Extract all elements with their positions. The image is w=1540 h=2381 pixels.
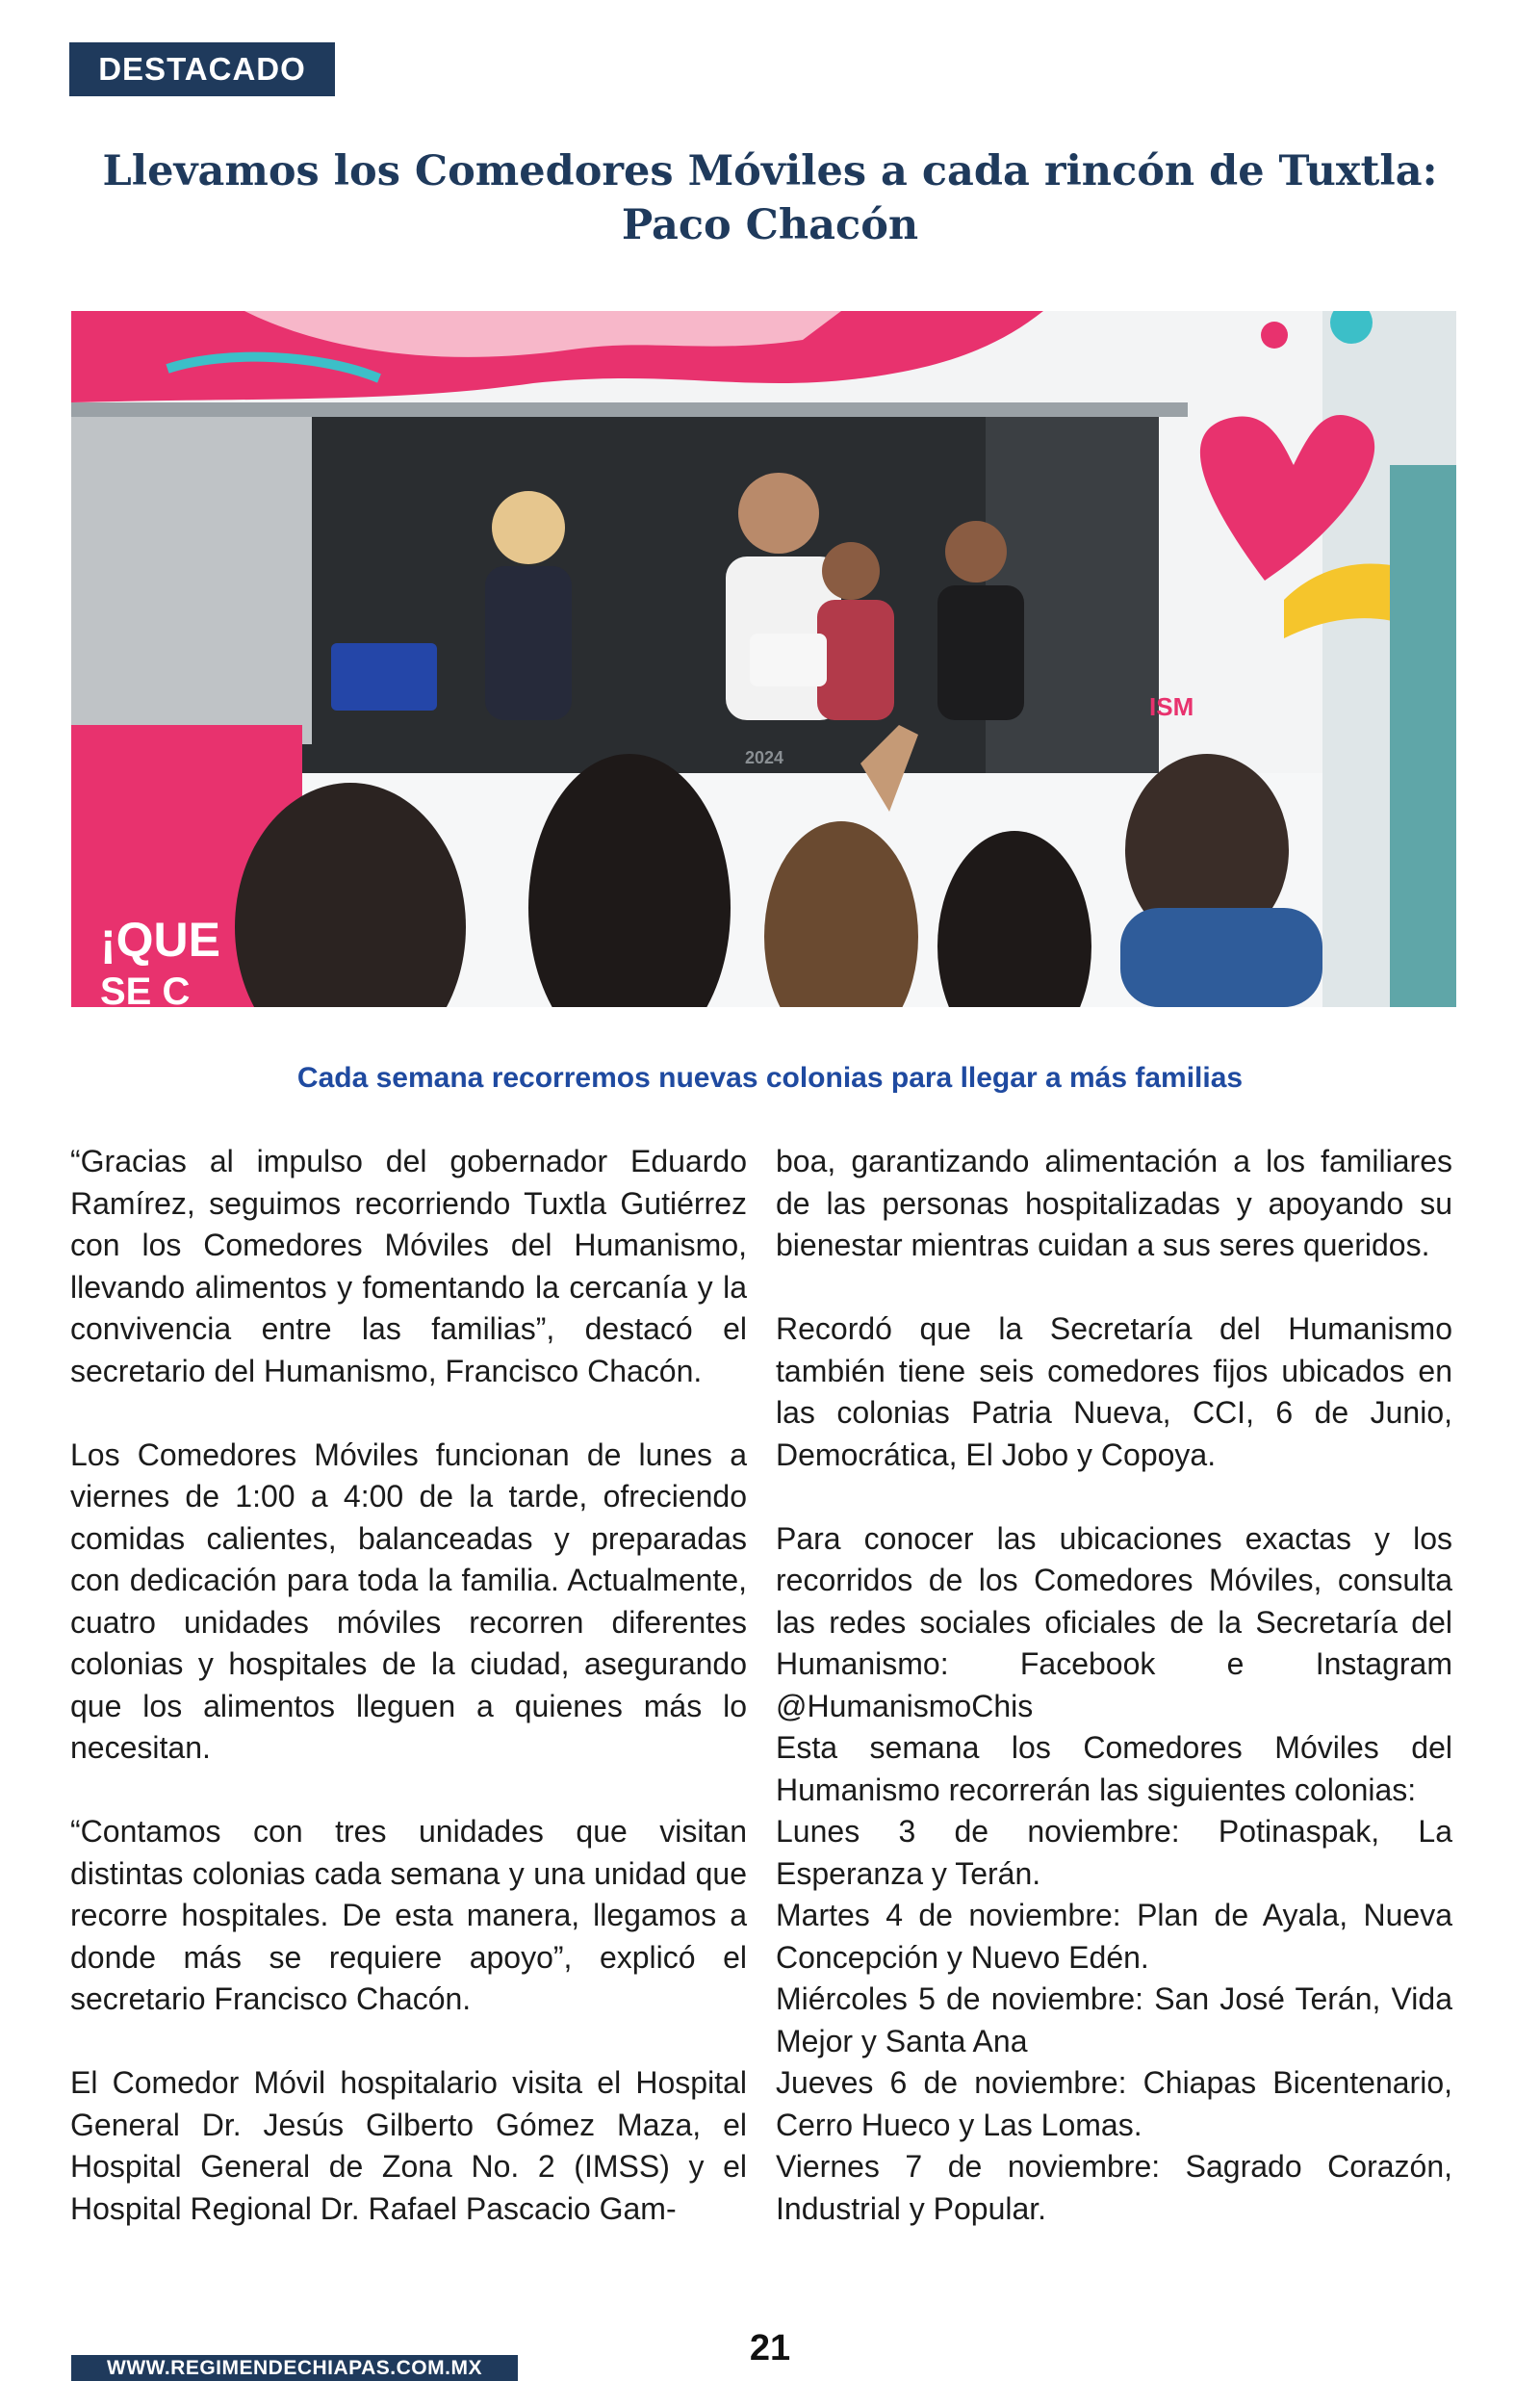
headline: Llevamos los Comedores Móviles a cada rincón de Tuxtla: Paco Chacón [102,147,1438,249]
paragraph: Recordó que la Secretaría del Humanismo también tiene seis comedores fijos ubicados en las colonias Patria Nueva, CCI, 6 de Junio, Democrática, El Jobo y Copoya. [776,1311,1452,1472]
food-truck-scene [71,311,1456,1007]
footer-url-link[interactable]: WWW.REGIMENDECHIAPAS.COM.MX [71,2355,518,2381]
paragraph: El Comedor Móvil hospitalario visita el Hospital General Dr. Jesús Gilberto Gómez Maza, el Hospital General de Zona No. 2 (IMSS) y el Hospital Regional Dr. Rafael Pascacio Gam- [70,2065,747,2226]
paragraph: “Gracias al impulso del gobernador Eduardo Ramírez, seguimos recorriendo Tuxtla Gutiérrez con los Comedores Móviles del Humanismo, llevando alimentos y fomentando la cercanía y la convivencia entre las familias”, destacó el secretario del Humanismo, Francisco Chacón. [70,1144,747,1388]
page-number: 21 [749,2328,791,2368]
photo-caption: Cada semana recorremos nuevas colonias para llegar a más familias [296,1062,1244,1094]
paragraph: Esta semana los Comedores Móviles del Humanismo recorrerán las siguientes colonias: [776,1730,1452,1807]
schedule-item: Viernes 7 de noviembre: Sagrado Corazón, Industrial y Popular. [776,2149,1452,2226]
schedule-item: Lunes 3 de noviembre: Potinaspak, La Esperanza y Terán. [776,1814,1452,1891]
truck-year: 2024 [745,748,784,767]
paragraph: Los Comedores Móviles funcionan de lunes a viernes de 1:00 a 4:00 de la tarde, ofreciendo comidas calientes, balanceadas y preparadas con dedicación para toda la familia. Actualmente, cuatro unidades móviles recorren diferentes colonias y hospitales de la ciudad, asegurando que los alimentos lleguen a quienes más lo necesitan. [70,1436,747,1765]
truck-sign: ISM [1149,692,1194,721]
paragraph: “Contamos con tres unidades que visitan distintas colonias cada semana y una unidad que recorre hospitales. De esta manera, llegamos a donde más se requiere apoyo”, explicó el secretario Francisco Chacón. [70,1814,747,2016]
article-photo [71,311,1456,1007]
section-tag: DESTACADO [69,42,335,96]
schedule-item: Jueves 6 de noviembre: Chiapas Bicentenario, Cerro Hueco y Las Lomas. [776,2065,1452,2142]
truck-slogan-2: SE C [100,971,191,1007]
paragraph: boa, garantizando alimentación a los familiares de las personas hospitalizadas y apoyando su bienestar mientras cuidan a sus seres queridos. [776,1144,1452,1262]
schedule-item: Martes 4 de noviembre: Plan de Ayala, Nueva Concepción y Nuevo Edén. [776,1898,1452,1975]
article-column-left [70,1141,747,2230]
truck-slogan: ¡QUE [100,913,220,967]
article-column-right [776,1141,1452,2230]
schedule-item: Miércoles 5 de noviembre: San José Terán, Vida Mejor y Santa Ana [776,1981,1452,2058]
paragraph: Para conocer las ubicaciones exactas y los recorridos de los Comedores Móviles, consulta las redes sociales oficiales de la Secretaría del Humanismo: Facebook e Instagram @HumanismoChis [776,1520,1452,1723]
